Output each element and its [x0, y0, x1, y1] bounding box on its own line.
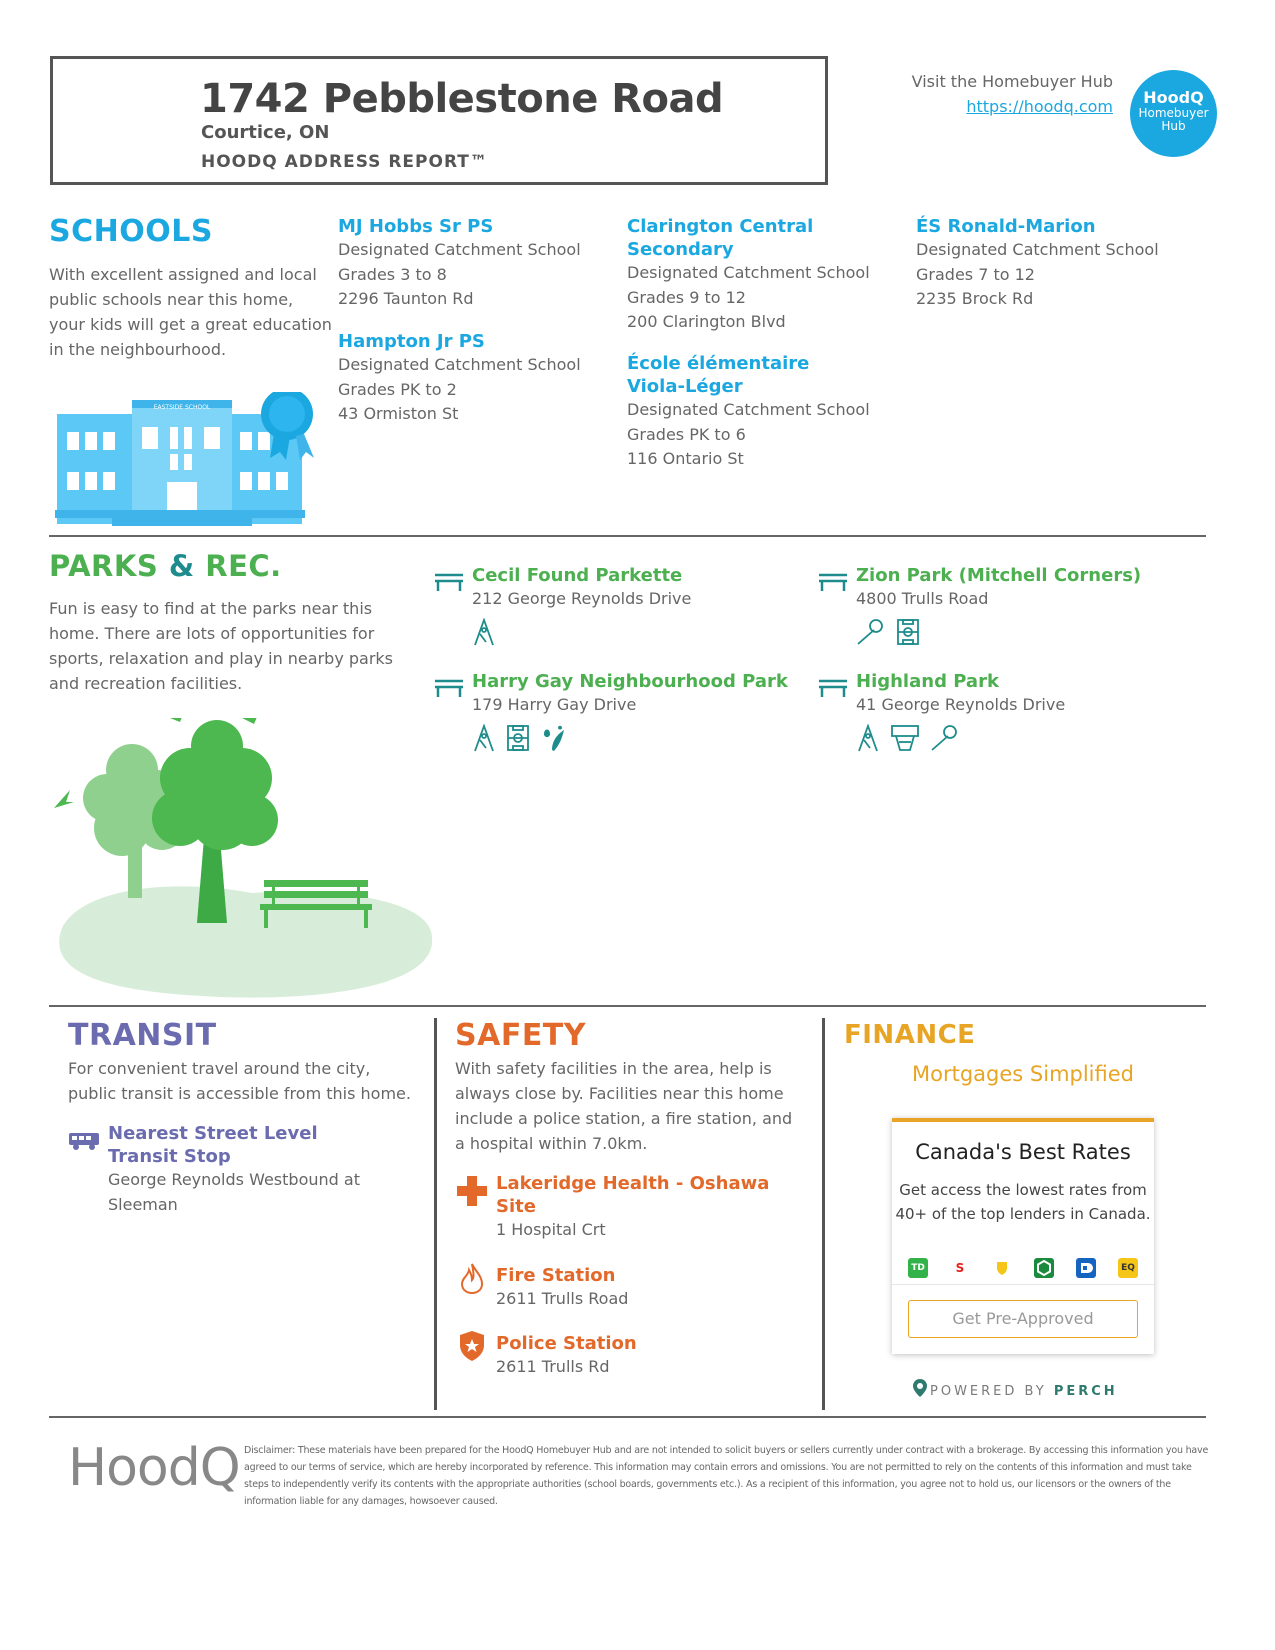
school-name[interactable]: Hampton Jr PS	[338, 331, 485, 352]
school-grades: Grades PK to 6	[627, 424, 746, 444]
schools-description: With excellent assigned and local public schools near this home, your kids will get a great education in the neighbourhood.	[49, 265, 332, 359]
bmo-logo-icon	[1076, 1258, 1096, 1278]
ball-field-icon	[930, 724, 960, 752]
rates-card-text: Get access the lowest rates from 40+ of the top lenders in Canada.	[895, 1181, 1151, 1223]
park-name[interactable]: Harry Gay Neighbourhood Park	[472, 671, 788, 692]
property-city: Courtice, ON	[201, 122, 330, 143]
basketball-icon	[890, 724, 920, 752]
school-card	[627, 215, 870, 335]
school-card	[916, 215, 1176, 312]
section-divider	[49, 1416, 1206, 1418]
park-name[interactable]: Zion Park (Mitchell Corners)	[856, 565, 1142, 586]
park-card	[856, 564, 1141, 646]
school-address: 43 Ormiston St	[338, 404, 459, 423]
get-pre-approved-button[interactable]: Get Pre-Approved	[908, 1300, 1138, 1338]
td-logo-icon: TD	[908, 1258, 928, 1278]
finance-subtitle: Mortgages Simplified	[912, 1062, 1134, 1086]
location-pin-icon	[912, 1378, 928, 1402]
playground-icon	[472, 618, 496, 646]
playground-icon	[472, 724, 496, 752]
section-divider	[49, 535, 1206, 537]
school-type: Designated Catchment School	[338, 355, 581, 374]
park-card	[472, 670, 788, 752]
park-card	[856, 670, 1065, 752]
school-address: 2296 Taunton Rd	[338, 289, 474, 308]
powered-prefix: POWERED BY	[930, 1384, 1047, 1399]
school-card	[338, 215, 598, 312]
transit-stop	[108, 1122, 388, 1217]
school-type: Designated Catchment School	[627, 263, 870, 282]
park-illustration	[52, 718, 437, 1003]
powered-by-perch[interactable]	[930, 1384, 1118, 1399]
hoodq-hub-badge[interactable]	[1130, 70, 1217, 157]
park-card	[472, 564, 691, 646]
safety-item	[496, 1172, 776, 1243]
column-divider	[822, 1018, 825, 1410]
transit-title: TRANSIT	[68, 1018, 217, 1053]
scotiabank-logo-icon: S	[950, 1258, 970, 1278]
park-address: 41 George Reynolds Drive	[856, 695, 1066, 714]
powered-brand: PERCH	[1053, 1384, 1118, 1399]
parks-description: Fun is easy to find at the parks near this home. There are lots of opportunities for sports, relaxation and play in nearby parks and recreation facilities.	[49, 599, 394, 693]
police-badge-icon	[459, 1330, 485, 1366]
safety-item	[496, 1264, 628, 1312]
splash-pad-icon	[540, 724, 568, 752]
hospital-icon	[457, 1176, 487, 1210]
parks-title-amp: &	[168, 549, 195, 583]
school-address: 200 Clarington Blvd	[627, 312, 786, 331]
soccer-field-icon	[896, 618, 920, 646]
bus-icon	[68, 1131, 100, 1155]
rates-card-title: Canada's Best Rates	[915, 1140, 1131, 1164]
school-grades: Grades 3 to 8	[338, 264, 447, 284]
school-address: 116 Ontario St	[627, 449, 744, 468]
school-name[interactable]: École élémentaire Viola-Léger	[627, 353, 810, 397]
school-illustration	[52, 392, 327, 530]
bench-icon	[817, 570, 849, 596]
safety-item-name[interactable]: Police Station	[496, 1333, 637, 1354]
safety-title: SAFETY	[455, 1018, 586, 1053]
school-type: Designated Catchment School	[916, 240, 1159, 259]
section-divider	[49, 1005, 1206, 1007]
school-card	[627, 352, 870, 472]
parks-title-a: PARKS	[49, 549, 159, 583]
hub-link[interactable]: https://hoodq.com	[966, 97, 1113, 116]
safety-item-address: 2611 Trulls Rd	[496, 1357, 610, 1376]
hub-badge-title: HoodQ	[1143, 88, 1204, 107]
bench-icon	[433, 570, 465, 596]
park-address: 4800 Trulls Road	[856, 589, 989, 608]
property-address: 1742 Pebblestone Road	[200, 76, 724, 122]
safety-item-name[interactable]: Lakeridge Health - Oshawa Site	[496, 1173, 770, 1217]
school-name[interactable]: MJ Hobbs Sr PS	[338, 216, 494, 237]
parks-title-b: REC.	[205, 549, 282, 583]
safety-item	[496, 1332, 637, 1380]
hoodq-logo: HoodQ	[68, 1438, 240, 1498]
soccer-field-icon	[506, 724, 530, 752]
park-name[interactable]: Cecil Found Parkette	[472, 565, 683, 586]
desjardins-logo-icon	[992, 1258, 1012, 1278]
parks-title	[49, 549, 282, 583]
park-name[interactable]: Highland Park	[856, 671, 999, 692]
safety-item-name[interactable]: Fire Station	[496, 1265, 616, 1286]
park-address: 212 George Reynolds Drive	[472, 589, 692, 608]
fire-icon	[460, 1262, 484, 1298]
schools-title: SCHOOLS	[49, 214, 213, 249]
park-address: 179 Harry Gay Drive	[472, 695, 637, 714]
finance-title: FINANCE	[844, 1020, 976, 1050]
hub-visit-text: Visit the Homebuyer Hub	[911, 72, 1113, 91]
card-divider	[892, 1284, 1154, 1285]
school-name[interactable]: Clarington Central Secondary	[627, 216, 814, 260]
school-type: Designated Catchment School	[338, 240, 581, 259]
school-grades: Grades 7 to 12	[916, 264, 1035, 284]
school-type: Designated Catchment School	[627, 400, 870, 419]
safety-item-address: 2611 Trulls Road	[496, 1289, 629, 1308]
bench-icon	[433, 676, 465, 702]
transit-description: For convenient travel around the city, public transit is accessible from this home.	[68, 1059, 411, 1103]
disclaimer-text: Disclaimer: These materials have been prepared for the HoodQ Homebuyer Hub and are not intended to solicit buyers or sellers currently under contract with a brokerage. By accessing this information you have agreed to our terms of service, which are hereby incorporated by reference. This information may contain errors and omissions. You are not permitted to rely on the contents of this information and must take steps to independently verify its contents with the appropriate authorities (school boards, governments etc.). As a recipient of this information, you agree not to hold us, our licensors or the owners of the information liable for any damages, howsoever caused.	[244, 1445, 1209, 1507]
bench-icon	[817, 676, 849, 702]
hub-badge-sub: Homebuyer Hub	[1138, 106, 1209, 133]
safety-item-address: 1 Hospital Crt	[496, 1220, 606, 1239]
report-title: HOODQ ADDRESS REPORT™	[201, 152, 488, 172]
school-grades: Grades 9 to 12	[627, 287, 746, 307]
school-card	[338, 330, 598, 427]
transit-stop-name: George Reynolds Westbound at Sleeman	[108, 1170, 360, 1214]
school-name[interactable]: ÉS Ronald-Marion	[916, 216, 1096, 237]
column-divider	[434, 1018, 437, 1410]
school-address: 2235 Brock Rd	[916, 289, 1034, 308]
eq-bank-logo-icon: EQ	[1118, 1258, 1138, 1278]
playground-icon	[856, 724, 880, 752]
ball-field-icon	[856, 618, 886, 646]
bank-logo-icon	[1034, 1258, 1054, 1278]
safety-description: With safety facilities in the area, help is always close by. Facilities near this home include a police station, a fire station, and a hospital within 7.0km.	[455, 1059, 793, 1153]
school-sign: EASTSIDE SCHOOL	[153, 404, 211, 411]
transit-stop-label[interactable]: Nearest Street Level Transit Stop	[108, 1123, 318, 1167]
rates-card	[892, 1118, 1154, 1354]
school-grades: Grades PK to 2	[338, 379, 457, 399]
